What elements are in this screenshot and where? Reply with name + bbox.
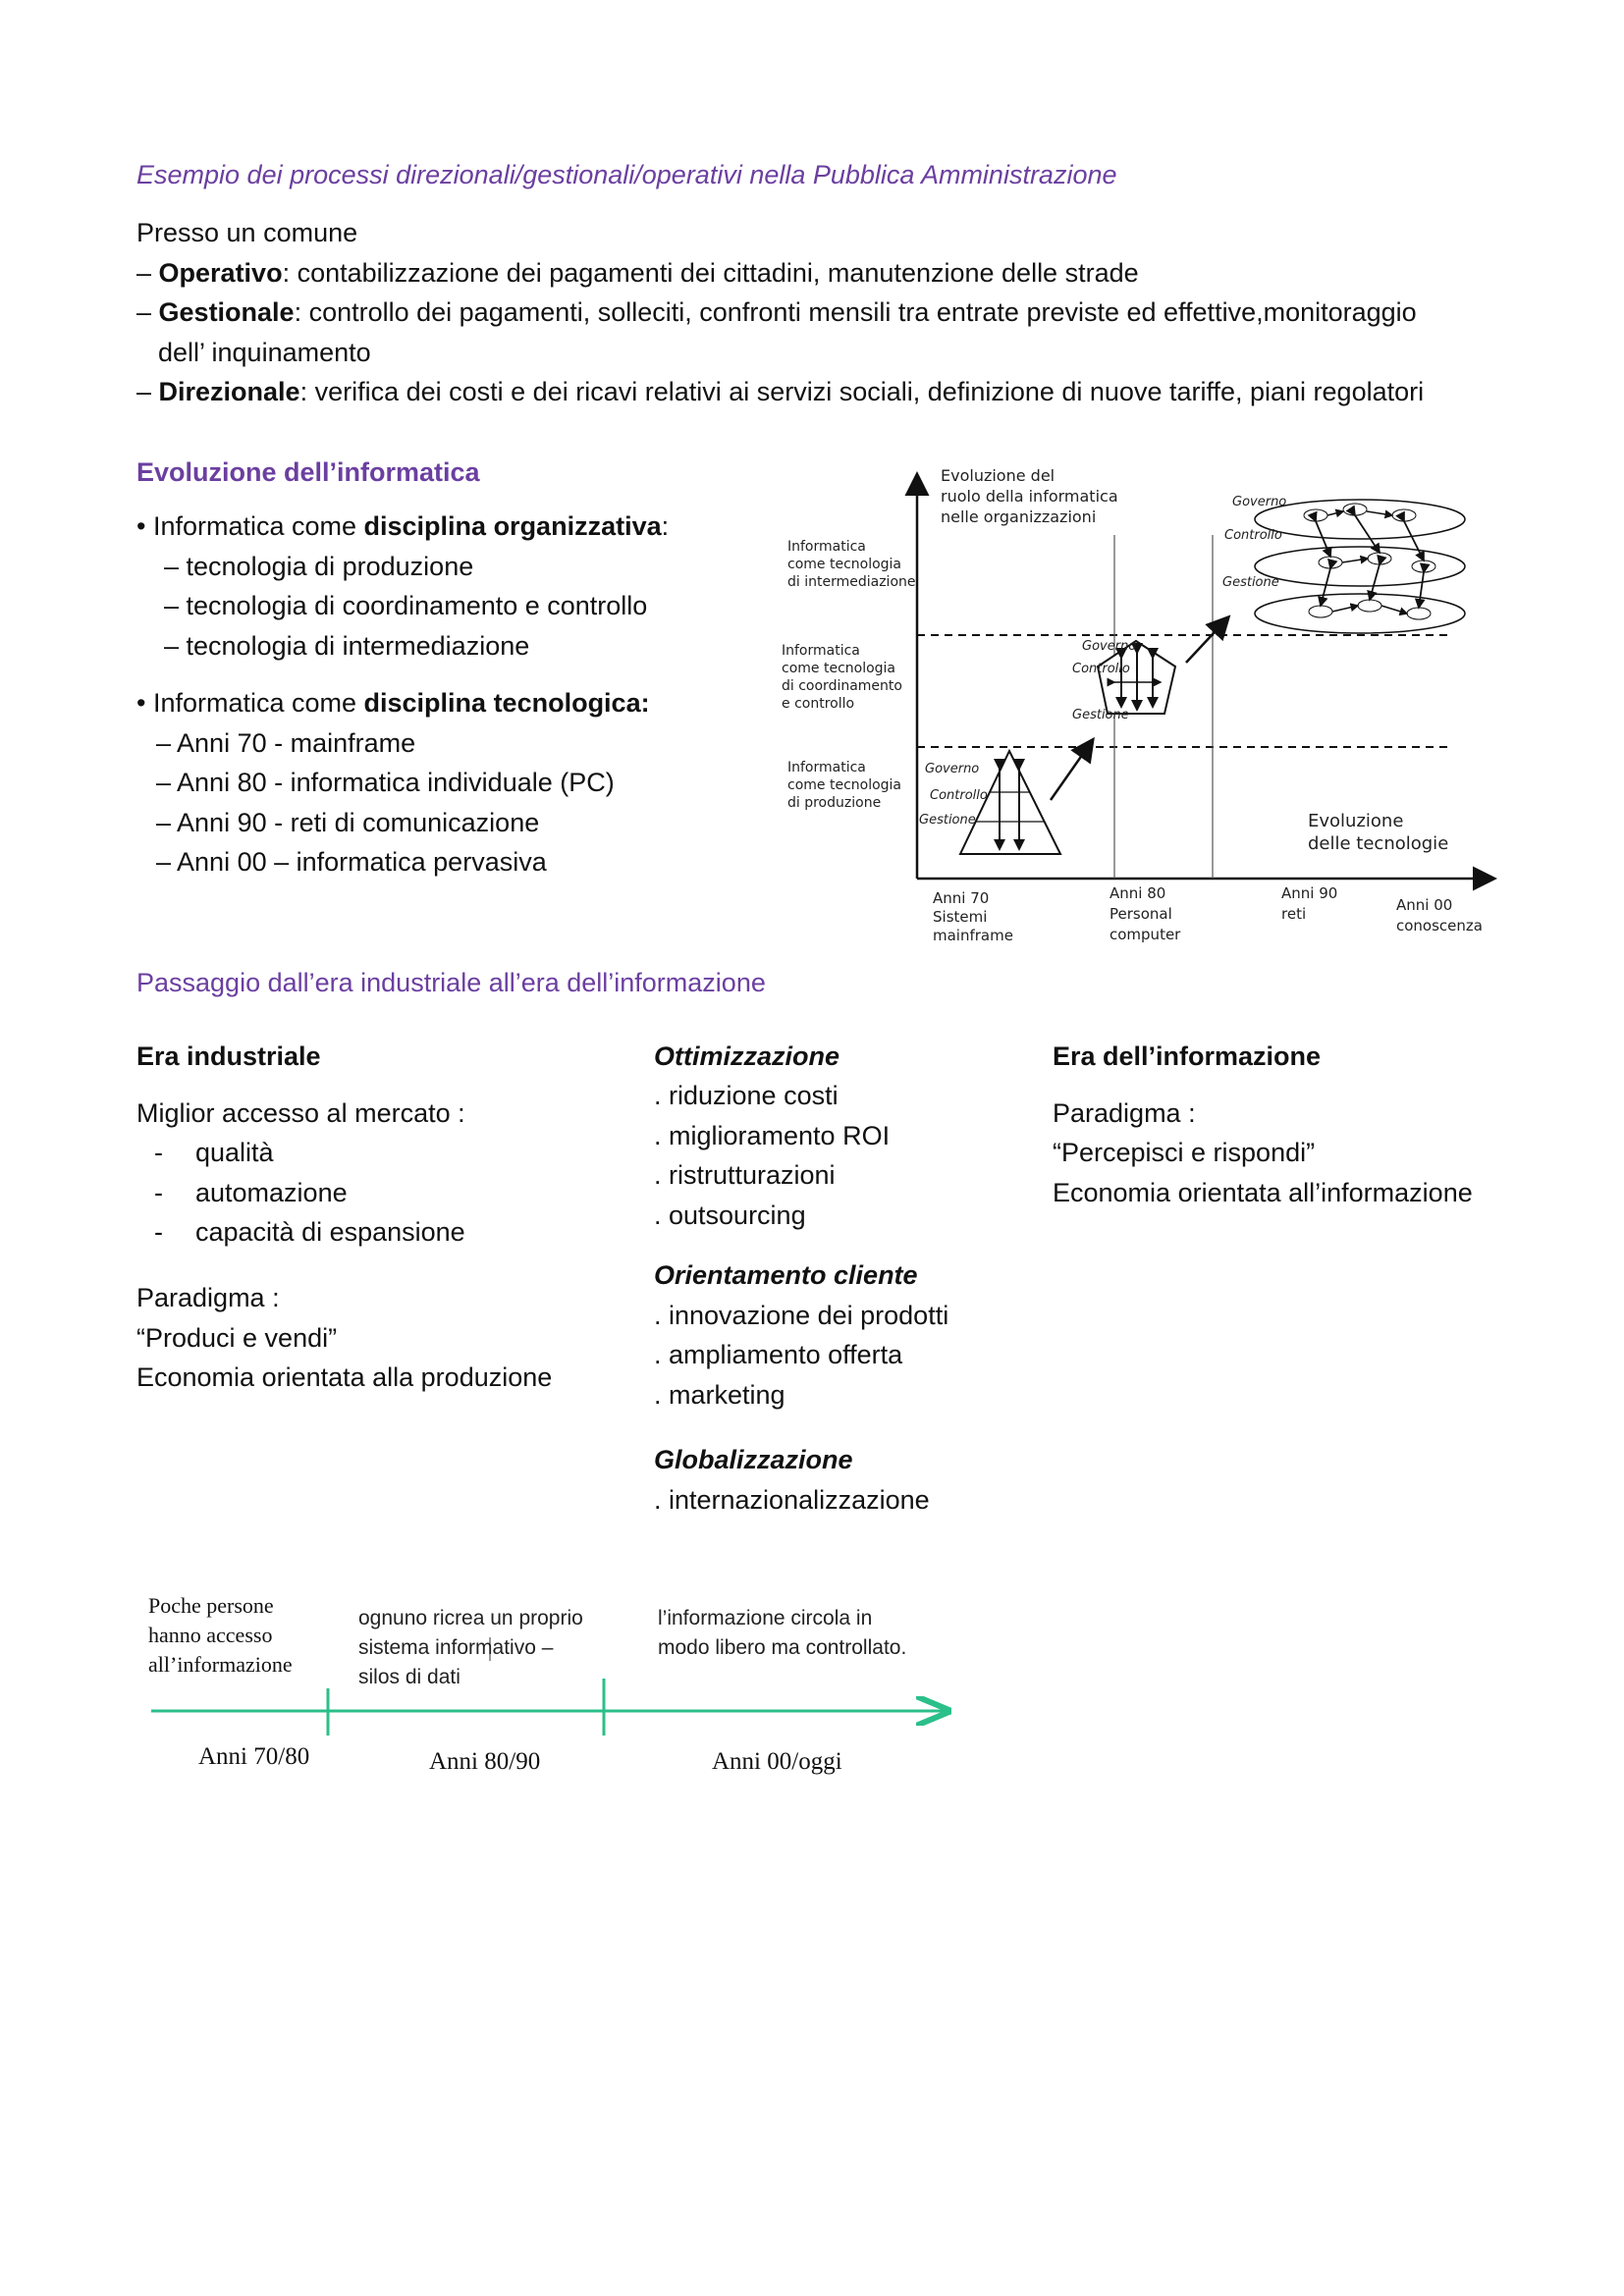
- col1-heading: Era industriale: [136, 1041, 321, 1071]
- list-item: . innovazione dei prodotti: [654, 1301, 949, 1330]
- col3-economy: Economia orientata all’informazione: [1053, 1178, 1473, 1207]
- x-label-90: Anni 90 reti: [1281, 884, 1338, 923]
- list-item: . miglioramento ROI: [654, 1121, 891, 1150]
- network-shape: [1255, 500, 1465, 633]
- list-item: . marketing: [654, 1380, 785, 1410]
- col2-heading-ottimizzazione: Ottimizzazione: [654, 1041, 840, 1071]
- col2-heading-orientamento: Orientamento cliente: [654, 1260, 918, 1290]
- x-label-80: Anni 80 Personal computer: [1110, 884, 1181, 943]
- level-label: Governo: [1082, 639, 1137, 654]
- col1-lead: Miglior accesso al mercato :: [136, 1098, 465, 1128]
- col3-paradigm-label: Paradigma :: [1053, 1098, 1196, 1128]
- level-label: Governo: [1232, 495, 1287, 509]
- evolution-diagram: [776, 456, 1502, 957]
- level-label: Controllo: [930, 788, 988, 803]
- tech-discipline-heading: • Informatica come disciplina tecnologica:: [136, 688, 650, 718]
- y-label-coordinamento: Informatica come tecnologia di coordinamento e controllo: [782, 643, 902, 712]
- timeline-note: Poche persone hanno accesso all’informazione: [148, 1593, 293, 1677]
- level-label: Controllo: [1072, 662, 1130, 676]
- tech-item: – Anni 00 – informatica pervasiva: [156, 847, 547, 877]
- tech-item: – Anni 90 - reti di comunicazione: [156, 808, 540, 837]
- list-item-gestionale: – Gestionale: controllo dei pagamenti, solleciti, confronti mensili tra entrate previste ed effettive,monitoraggio: [136, 297, 1417, 327]
- level-label: Gestione: [919, 813, 976, 828]
- growth-arrow: [1186, 618, 1227, 663]
- list-item-direzionale: – Direzionale: verifica dei costi e dei ricavi relativi ai servizi sociali, definizione di nuove tariffe, piani regolatori: [136, 377, 1425, 406]
- list-item-gestionale-cont: dell’ inquinamento: [158, 338, 371, 367]
- tech-item: – Anni 80 - informatica individuale (PC): [156, 768, 615, 797]
- level-label: Governo: [925, 762, 980, 776]
- x-label-00: Anni 00 conoscenza: [1396, 896, 1483, 934]
- list-item-operativo: – Operativo: contabilizzazione dei pagamenti dei cittadini, manutenzione delle strade: [136, 258, 1139, 288]
- col1-paradigm: “Produci e vendi”: [136, 1323, 338, 1353]
- list-item: . ampliamento offerta: [654, 1340, 903, 1369]
- timeline-period: Anni 00/oggi: [712, 1748, 842, 1775]
- timeline: [137, 1590, 982, 1787]
- org-discipline-heading: • Informatica come disciplina organizzativa:: [136, 511, 670, 541]
- list-item: . ristrutturazioni: [654, 1160, 836, 1190]
- timeline-note: l’informazione circola in modo libero ma controllato.: [658, 1607, 907, 1659]
- x-label-70: Anni 70 Sistemi mainframe: [933, 889, 1013, 944]
- list-item: . internazionalizzazione: [654, 1485, 930, 1515]
- col2-heading-globalizzazione: Globalizzazione: [654, 1445, 853, 1474]
- col3-paradigm: “Percepisci e rispondi”: [1053, 1138, 1316, 1167]
- list-item: - qualità: [154, 1138, 274, 1167]
- level-label: Controllo: [1224, 528, 1282, 543]
- timeline-note: ognuno ricrea un proprio sistema informativo – silos di dati: [358, 1607, 583, 1688]
- org-item: – tecnologia di coordinamento e controllo: [164, 591, 648, 620]
- org-item: – tecnologia di produzione: [164, 552, 474, 581]
- y-label-produzione: Informatica come tecnologia di produzione: [787, 760, 902, 811]
- list-item: . riduzione costi: [654, 1081, 839, 1110]
- section-title-processi: Esempio dei processi direzionali/gestionali/operativi nella Pubblica Amministrazione: [136, 160, 1117, 189]
- section-title-passaggio: Passaggio dall’era industriale all’era dell’informazione: [136, 968, 766, 997]
- timeline-period: Anni 70/80: [198, 1743, 310, 1770]
- col1-paradigm-label: Paradigma :: [136, 1283, 280, 1312]
- list-item: - automazione: [154, 1178, 348, 1207]
- level-label: Gestione: [1222, 575, 1279, 590]
- x-axis-title: Evoluzione delle tecnologie: [1308, 811, 1449, 854]
- list-item: . outsourcing: [654, 1201, 806, 1230]
- tech-item: – Anni 70 - mainframe: [156, 728, 416, 758]
- level-label: Gestione: [1072, 708, 1129, 722]
- section-title-evoluzione: Evoluzione dell’informatica: [136, 457, 480, 487]
- col1-economy: Economia orientata alla produzione: [136, 1362, 553, 1392]
- diagram-title: Evoluzione del ruolo della informatica nelle organizzazioni: [941, 466, 1118, 526]
- col3-heading: Era dell’informazione: [1053, 1041, 1322, 1071]
- y-label-intermediazione: Informatica come tecnologia di intermediazione: [787, 539, 916, 590]
- growth-arrow: [1051, 741, 1092, 800]
- timeline-period: Anni 80/90: [429, 1748, 541, 1775]
- org-item: – tecnologia di intermediazione: [164, 631, 530, 661]
- list-item: - capacità di espansione: [154, 1217, 465, 1247]
- section1-intro: Presso un comune: [136, 218, 358, 247]
